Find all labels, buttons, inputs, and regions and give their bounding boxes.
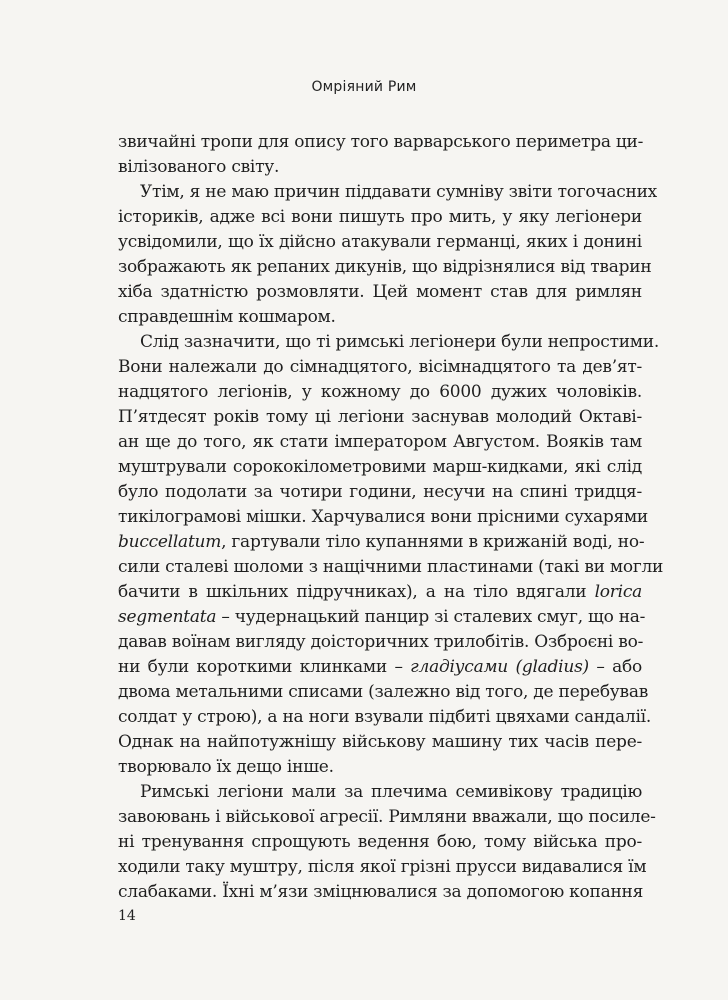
- text-line: [118, 605, 646, 630]
- text-line: ан ще до того, як стати імператором Августом. Вояків там: [118, 432, 642, 452]
- text-line: давав воїнам вигляду доісторичних трилобітів. Озброєні во-: [118, 632, 644, 652]
- text-line: справдешнім кошмаром.: [118, 307, 336, 327]
- text-line: Утім, я не маю причин піддавати сумніву звіти тогочасних: [140, 182, 658, 202]
- italic-term: segmentata: [118, 607, 217, 627]
- line-segment: , гартували тіло купаннями в крижаній воді, но-: [221, 532, 645, 552]
- text-line: усвідомили, що їх дійсно атакували германці, яких і донині: [118, 232, 642, 252]
- text-line: сили сталеві шоломи з нащічними пластинами (такі ви могли: [118, 557, 664, 577]
- text-line: вілізованого світу.: [118, 157, 280, 177]
- text-line: солдат у строю), а на ноги взували підбиті цвяхами сандалії.: [118, 707, 651, 727]
- text-line: Однак на найпотужнішу військову машину тих часів пере-: [118, 732, 642, 752]
- line-segment: бачити в шкільних підручниках), а на тіло вдягали: [118, 582, 595, 602]
- text-line: істориків, адже всі вони пишуть про мить, у яку легіонери: [118, 207, 642, 227]
- text-line: [118, 655, 642, 680]
- text-line: хіба здатністю розмовляти. Цей момент став для римлян: [118, 282, 642, 302]
- text-line: П’ятдесят років тому ці легіони заснував молодий Октаві-: [118, 407, 642, 427]
- text-line: було подолати за чотири години, несучи на спині тридця-: [118, 482, 642, 502]
- text-line: ходили таку муштру, після якої грізні прусси видавалися їм: [118, 857, 647, 877]
- text-line: муштрували сорококілометровими марш-кидками, які слід: [118, 457, 642, 477]
- text-line: тикілограмові мішки. Харчувалися вони прісними сухарями: [118, 507, 649, 527]
- italic-term: buccellatum: [118, 532, 222, 552]
- page-number: 14: [118, 908, 136, 924]
- text-line: звичайні тропи для опису того варварського периметра ци-: [118, 132, 644, 152]
- line-segment: – або: [588, 657, 642, 677]
- text-line: [118, 530, 645, 555]
- text-line: завоювань і військової агресії. Римляни вважали, що посиле-: [118, 807, 656, 827]
- line-segment: ни були короткими клинками –: [118, 657, 411, 677]
- text-line: творювало їх дещо інше.: [118, 757, 334, 777]
- text-line: ні тренування спрощують ведення бою, тому війська про-: [118, 832, 642, 852]
- body-text: [118, 130, 664, 905]
- text-line: надцятого легіонів, у кожному до 6000 дужих чоловіків.: [118, 382, 642, 402]
- text-line: Вони належали до сімнадцятого, вісімнадцятого та дев’ят-: [118, 357, 642, 377]
- text-line: Римські легіони мали за плечима семивікову традицію: [140, 782, 642, 802]
- running-head: Омріяний Рим: [311, 79, 417, 95]
- italic-term: гладіусами (gladius): [410, 657, 589, 677]
- text-line: [118, 580, 642, 605]
- italic-term: lorica: [594, 582, 642, 602]
- text-line: зображають як репаних дикунів, що відрізнялися від тварин: [118, 257, 652, 277]
- text-line: Слід зазначити, що ті римські легіонери були непростими.: [140, 332, 660, 352]
- line-segment: – чудернацький панцир зі сталевих смуг, що на-: [216, 607, 646, 627]
- text-line: двома метальними списами (залежно від того, де перебував: [118, 682, 649, 702]
- text-line: слабаками. Їхні м’язи зміцнювалися за допомогою копання: [118, 882, 644, 902]
